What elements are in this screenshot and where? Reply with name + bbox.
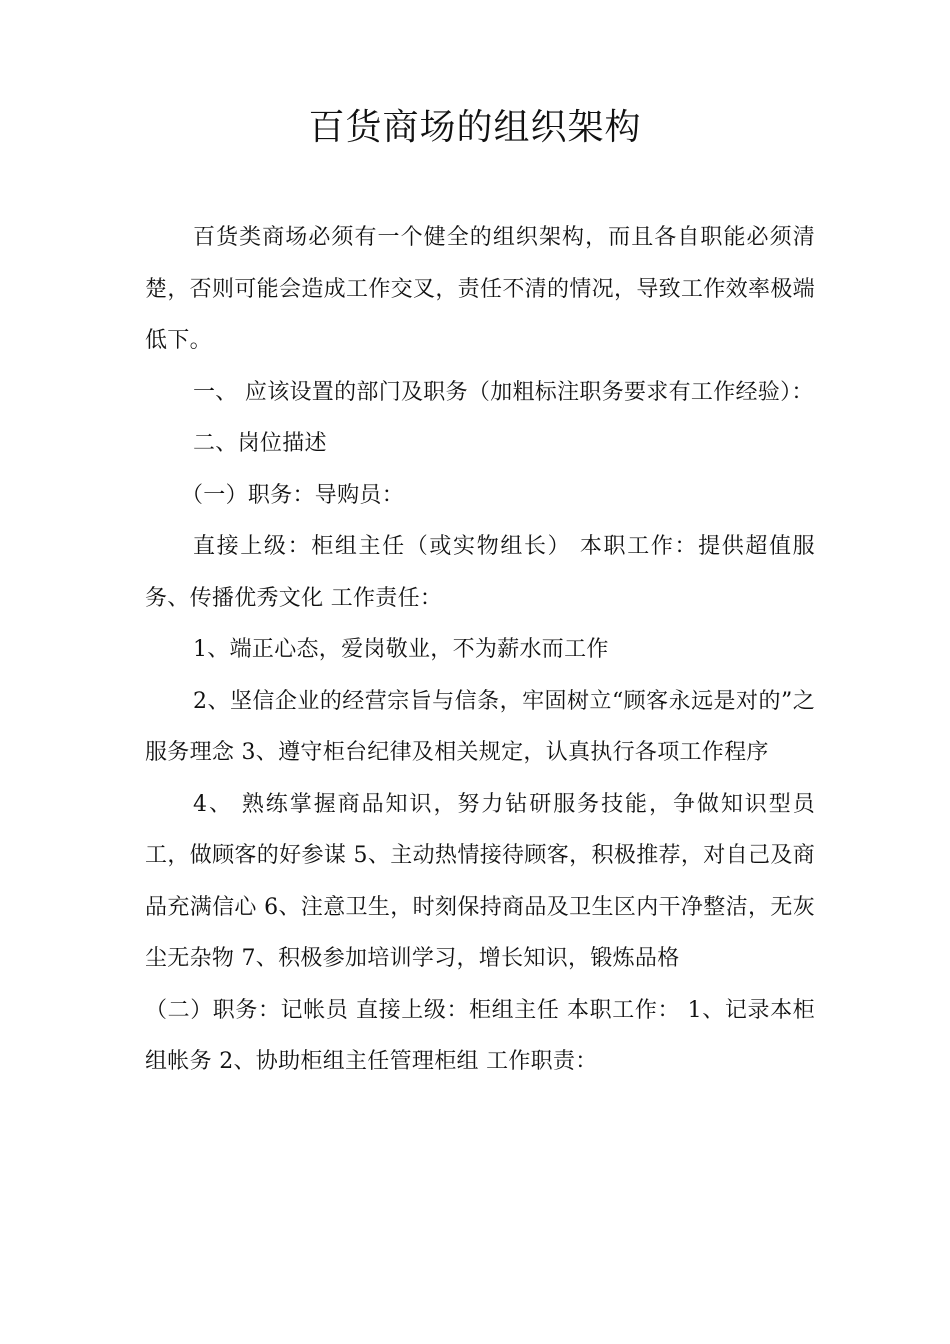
paragraph-section-1: 一、 应该设置的部门及职务（加粗标注职务要求有工作经验）： [193,379,814,405]
paragraph-job-1: （一）职务：导购员： [181,482,405,508]
document-body [145,212,815,1088]
paragraph-job-2: （二）职务：记帐员 直接上级：柜组主任 本职工作： 1、记录本柜组帐务 2、协助柜组主任管理柜组 工作职责： [145,997,815,1074]
paragraph-duty-2-3: 2、坚信企业的经营宗旨与信条，牢固树立“顾客永远是对的”之服务理念 3、遵守柜台纪律及相关规定，认真执行各项工作程序 [145,688,815,765]
paragraph-job-1-details: 直接上级：柜组主任（或实物组长） 本职工作：提供超值服务、传播优秀文化 工作责任： [145,534,815,611]
paragraph-duty-4-7: 4、 熟练掌握商品知识，努力钻研服务技能，争做知识型员工，做顾客的好参谋 5、主动热情接待顾客，积极推荐，对自己及商品充满信心 6、注意卫生，时刻保持商品及卫生区内干净整洁，无灰尘无杂物 7、积极参加培训学习，增长知识，锻炼品格 [145,791,815,971]
page-title: 百货商场的组织架构 [308,107,642,148]
paragraph-duty-1: 1、端正心态，爱岗敬业，不为薪水而工作 [193,637,609,662]
paragraph-section-2: 二、岗位描述 [193,431,327,456]
paragraph-intro: 百货类商场必须有一个健全的组织架构，而且各自职能必须清楚，否则可能会造成工作交叉，责任不清的情况，导致工作效率极端低下。 [145,225,815,353]
